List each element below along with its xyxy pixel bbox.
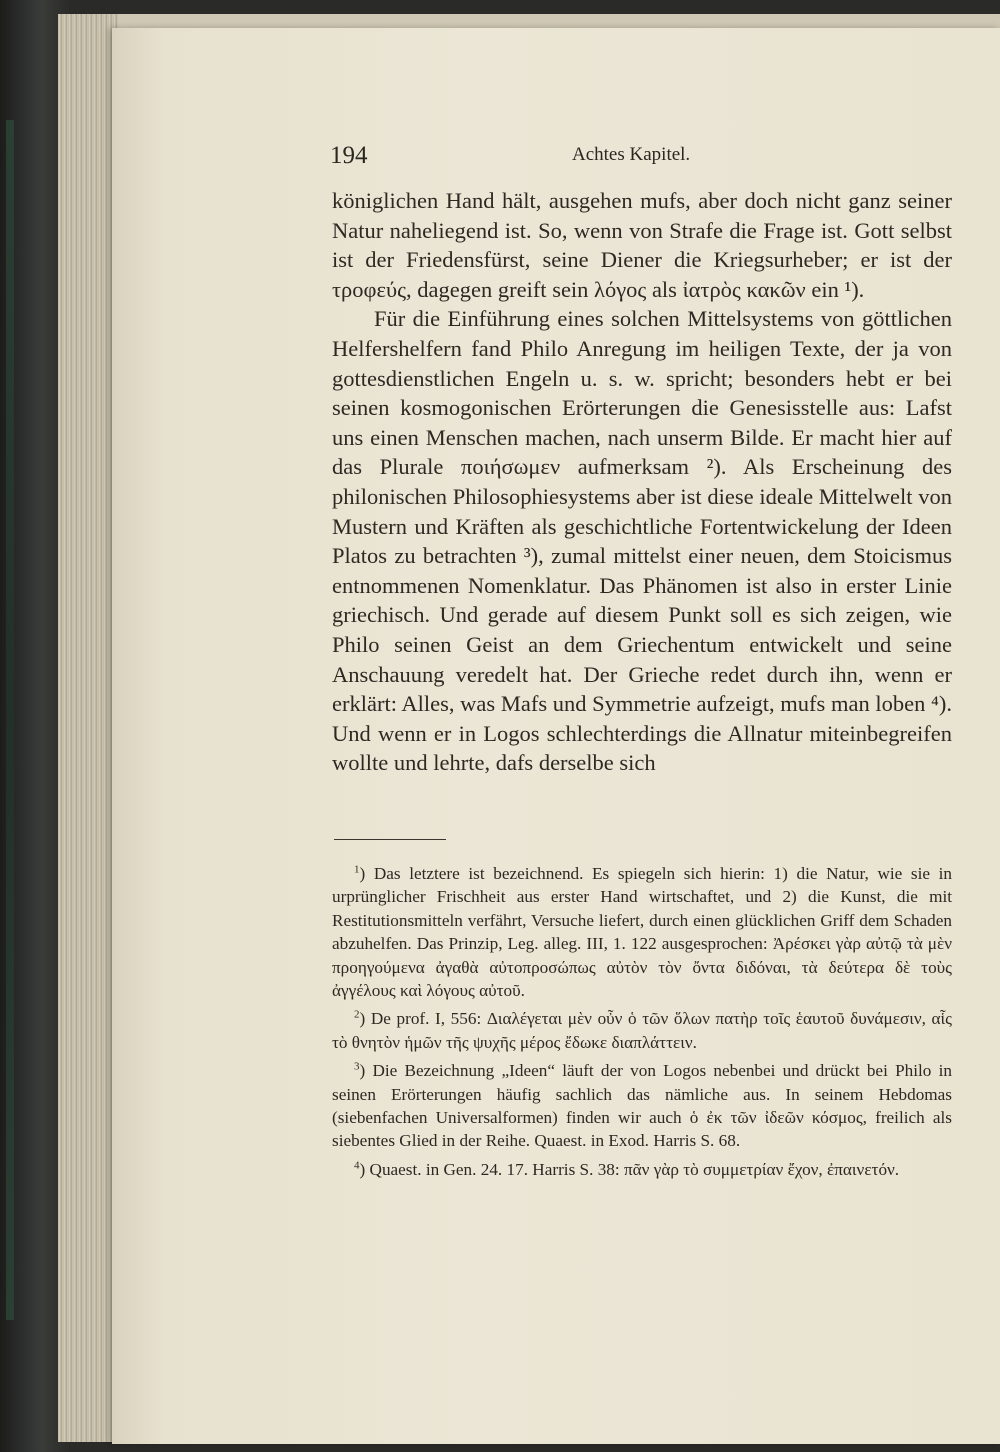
cover-binding-strip xyxy=(6,120,14,1320)
footnote-4: $^4$) Quaest. in Gen. 24. 17. Harris S. 38: πᾶν γὰρ τὸ συμμετρίαν ἔχον, ἐπαινετόν. xyxy=(354,1159,900,1179)
body-paragraph-1: königlichen Hand hält, ausgehen mufs, aber doch nicht ganz seiner Natur naheliegend ist. So, wenn von Strafe die Frage ist. Gott selbst ist der Friedensfürst, seine Diener die Kriegsurheber; er ist der τροφεύς, dagegen greift sein λόγος als ἰατρὸς κακῶν ein ¹). xyxy=(332,188,952,302)
body-text xyxy=(332,186,952,778)
footnotes xyxy=(332,862,952,1186)
footnote-mark: 3 xyxy=(354,1060,360,1073)
footnote-separator xyxy=(334,839,446,840)
footnote-mark: 2 xyxy=(354,1008,360,1021)
footnote-3: $^3$) Die Bezeichnung „Ideen“ läuft der von Logos nebenbei und drückt bei Philo in seinen Erörterungen häufig sachlich das nämliche aus. In seinem Hebdomas (siebenfachen Universalformen) finden wir auch ὁ ἐκ τῶν ἰδεῶν κόσμος, freilich als siebentes Glied in der Reihe. Quaest. in Exod. Harris S. 68. xyxy=(332,1060,953,1151)
page-edges xyxy=(58,14,118,1442)
footnote-text: Die Bezeichnung „Ideen“ läuft der von Logos nebenbei und drückt bei Philo in seinen Erörterungen häufig sachlich das nämliche aus. In seinem Hebdomas (siebenfachen Universalformen) finden wir auch ὁ ἐκ τῶν ἰδεῶν κόσμος, freilich als siebentes Glied in der Reihe. Quaest. in Exod. Harris S. 68. xyxy=(332,1061,953,1151)
running-head: Achtes Kapitel. xyxy=(572,144,691,165)
footnote-text: Quaest. in Gen. 24. 17. Harris S. 38: πᾶν γὰρ τὸ συμμετρίαν ἔχον, ἐπαινετόν. xyxy=(369,1159,900,1179)
body-paragraph-2: Für die Einführung eines solchen Mittelsystems von göttlichen Helfershelfern fand Philo Anregung im heiligen Texte, der ja von gottesdienstlichen Engeln u. s. w. spricht; besonders hebt er bei seinen kosmogonischen Erörterungen die Genesisstelle aus: Lafst uns einen Menschen machen, nach unserm Bilde. Er macht hier auf das Plurale ποιήσωμεν aufmerksam ²). Als Erscheinung des philonischen Philosophiesystems aber ist diese ideale Mittelwelt von Mustern und Kräften als geschichtliche Fortentwickelung der Ideen Platos zu betrachten ³), zumal mittelst einer neuen, dem Stoicismus entnommenen Nomenklatur. Das Phänomen ist also in erster Linie griechisch. Und gerade auf diesem Punkt soll es sich zeigen, wie Philo seinen Geist an dem Griechentum entwickelt und seine Anschauung veredelt hat. Der Grieche redet durch ihn, wenn er erklärt: Alles, was Mafs und Symmetrie aufzeigt, mufs man loben ⁴). Und wenn er in Logos schlechterdings die Allnatur miteinbegreifen wollte und lehrte, dafs derselbe sich xyxy=(332,306,952,776)
footnote-text: Das letztere ist bezeichnend. Es spiegeln sich hierin: 1) die Natur, wie sie in urprünglicher Frischheit aus erster Hand wirtschaftet, und 2) die Kunst, die mit Restitutionsmitteln verfährt, Versuche liefert, durch einen glücklichen Griff dem Schaden abzuhelfen. Das Prinzip, Leg. alleg. III, 1. 122 ausgesprochen: Ἀρέσκει γὰρ αὐτῷ τὰ μὲν προηγούμενα ἀγαθὰ αὐτοπροσώπως αὐτὸν τὸν ὄντα διδόναι, τὰ δεύτερα δὲ τοὺς ἀγγέλους καὶ λόγους αὐτοῦ. xyxy=(332,864,952,1001)
footnote-mark: 4 xyxy=(354,1159,360,1172)
page-header xyxy=(330,142,950,178)
footnote-mark: 1 xyxy=(354,863,360,876)
footnote-1: $^1$) Das letztere ist bezeichnend. Es spiegeln sich hierin: 1) die Natur, wie sie in urprünglicher Frischheit aus erster Hand wirtschaftet, und 2) die Kunst, die mit Restitutionsmitteln verfährt, Versuche liefert, durch einen glücklichen Griff dem Schaden abzuhelfen. Das Prinzip, Leg. alleg. III, 1. 122 ausgesprochen: Ἀρέσκει γὰρ αὐτῷ τὰ μὲν προηγούμενα ἀγαθὰ αὐτοπροσώπως αὐτὸν τὸν ὄντα διδόναι, τὰ δεύτερα δὲ τοὺς ἀγγέλους καὶ λόγους αὐτοῦ. xyxy=(332,863,952,1001)
footnote-2: $^2$) De prof. I, 556: Διαλέγεται μὲν οὖν ὁ τῶν ὅλων πατὴρ τοῖς ἑαυτοῦ δυνάμεσιν, αἷς τὸ θνητὸν ἡμῶν τῆς ψυχῆς μέρος ἔδωκε διαπλάττειν. xyxy=(332,1008,952,1052)
footnote-text: De prof. I, 556: Διαλέγεται μὲν οὖν ὁ τῶν ὅλων πατὴρ τοῖς ἑαυτοῦ δυνάμεσιν, αἷς τὸ θνητὸν ἡμῶν τῆς ψυχῆς μέρος ἔδωκε διαπλάττειν. xyxy=(332,1009,952,1052)
page-number: 194 xyxy=(330,142,368,169)
